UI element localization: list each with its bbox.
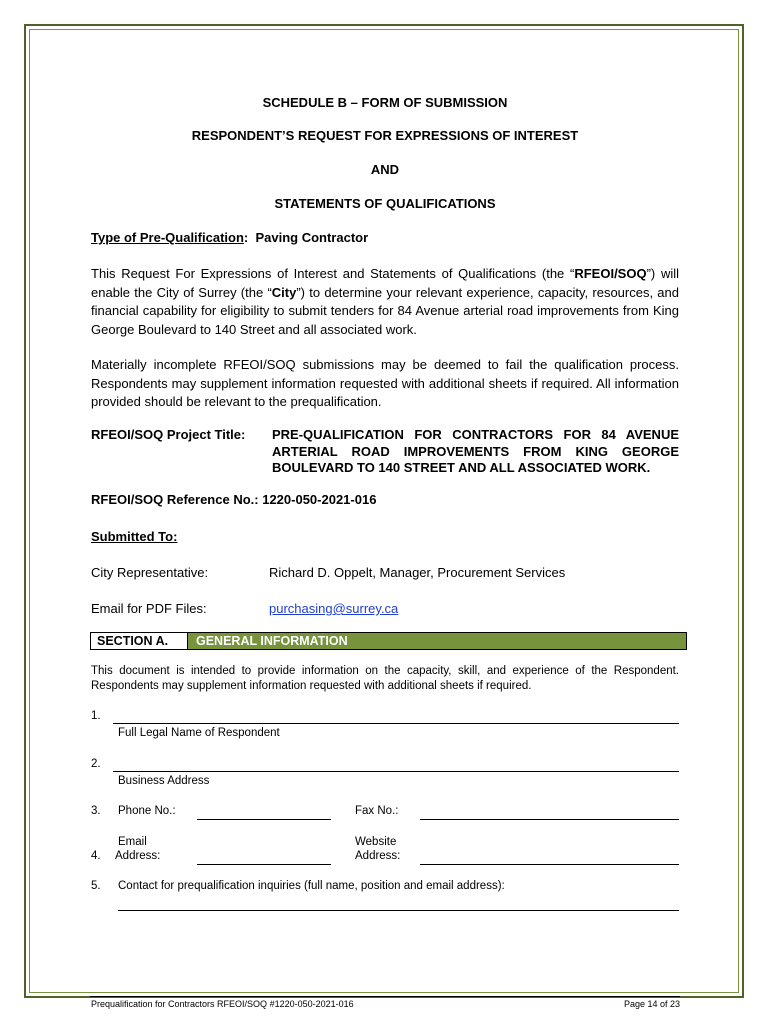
intro-text-a: This Request For Expressions of Interest and Statements of Qualifications (the “ [91,266,575,281]
intro-text-e: ”) to determine your relevant experience, capacity, resources, and financial capability for eligibility to submit tenders for 84 Avenue arterial road improvements from King George Boulevard to 140 Street and all associated work. [91,284,680,337]
field-number-5: 5. [91,880,101,892]
legal-name-label: Full Legal Name of Respondent [118,727,280,739]
intro-term-rfeoi: RFEOI/SOQ [574,266,647,281]
website-input[interactable] [420,864,679,865]
prequal-type [91,230,368,245]
legal-name-input[interactable] [113,723,679,724]
business-address-label: Business Address [118,775,210,787]
statements-heading: STATEMENTS OF QUALIFICATIONS [274,196,496,211]
intro-paragraph-1 [91,265,679,339]
prequal-label: Type of Pre-Qualification [91,230,244,245]
section-a-header [90,632,687,650]
and-heading: AND [370,162,400,177]
section-intro: This document is intended to provide information on the capacity, skill, and experience of the Respondent. Respondents may supplement information requested with additional sheets if required. [91,665,679,692]
intro-paragraph-2: Materially incomplete RFEOI/SOQ submissions may be deemed to fail the qualification process. Respondents may supplement information requested with additional sheets if required. All information provided should be relevant to the prequalification. [91,357,679,409]
project-title-value: PRE-QUALIFICATION FOR CONTRACTORS FOR 84 AVENUE ARTERIAL ROAD IMPROVEMENTS FROM KING GEORGE BOULEVARD TO 140 STREET AND ALL ASSOCIATED WORK. [272,427,679,475]
prequal-colon: : [243,230,249,245]
fax-input[interactable] [420,819,679,820]
project-title-label: RFEOI/SOQ Project Title: [91,427,246,442]
field-number-2: 2. [91,758,101,770]
section-title: GENERAL INFORMATION [188,633,686,649]
intro-term-city: City [271,284,297,300]
contact-label: Contact for prequalification inquiries (full name, position and email address): [118,880,505,892]
phone-label: Phone No.: [118,805,176,817]
reference-number [91,492,376,507]
website-label-line2: Address: [355,850,401,862]
footer-page-number: Page 14 of 23 [623,999,680,1009]
email-label: Email for PDF Files: [91,601,207,616]
phone-input[interactable] [197,819,331,820]
field-number-4: 4. [91,850,101,862]
email-input[interactable] [197,864,331,865]
reference-label: RFEOI/SOQ Reference No.: [91,492,259,507]
request-heading: RESPONDENT’S REQUEST FOR EXPRESSIONS OF INTEREST [191,128,579,143]
field-number-1: 1. [91,710,101,722]
prequal-value: Paving Contractor [255,230,369,245]
reference-value: 1220-050-2021-016 [262,492,377,507]
procurement-email-link[interactable]: purchasing@surrey.ca [269,601,399,616]
email-label-line1: Email [118,836,147,848]
rep-value: Richard D. Oppelt, Manager, Procurement Services [269,565,566,580]
email-label-line2: Address: [115,850,161,862]
schedule-heading: SCHEDULE B – FORM OF SUBMISSION [262,95,508,110]
website-label-line1: Website [355,836,397,848]
rep-label: City Representative: [91,565,209,580]
field-number-3: 3. [91,805,101,817]
footer-divider [90,996,680,997]
business-address-input[interactable] [113,771,679,772]
contact-input[interactable] [118,910,679,911]
intro-text-c: ”) will enable the City of Surrey (the “ [91,266,679,300]
footer-document-title: Prequalification for Contractors RFEOI/SOQ #1220-050-2021-016 [91,999,354,1009]
section-label: SECTION A. [91,633,188,649]
submitted-to-heading: Submitted To: [91,529,178,544]
fax-label: Fax No.: [355,805,399,817]
